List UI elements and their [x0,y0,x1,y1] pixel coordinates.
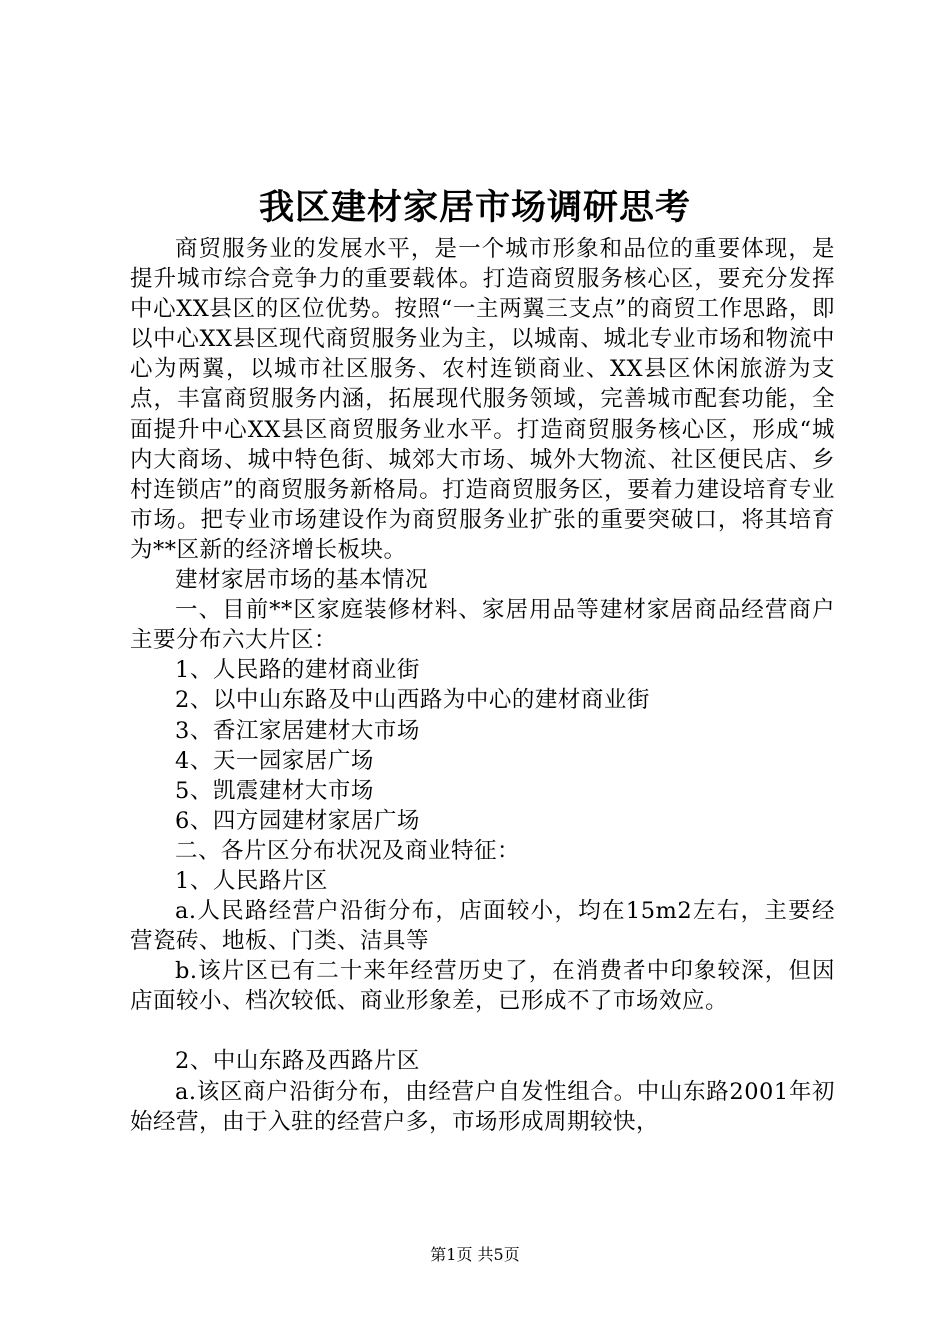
list-item-5: 5、凯震建材大市场 [175,777,374,804]
renmin-point-a: a.人民路经营户沿街分布，店面较小，均在15m2左右，主要经营瓷砖、地板、门类、洁具等 [130,898,835,955]
list-item-3: 3、香江家居建材大市场 [175,717,420,744]
intro-paragraph: 商贸服务业的发展水平，是一个城市形象和品位的重要体现，是提升城市综合竞争力的重要载体。打造商贸服务核心区，要充分发挥中心XX县区的区位优势。按照“一主两翼三支点”的商贸工作思路，即以中心XX县区现代商贸服务业为主，以城南、城北专业市场和物流中心为两翼，以城市社区服务、农村连锁商业、XX县区休闲旅游为支点，丰富商贸服务内涵，拓展现代服务领域，完善城市配套功能，全面提升中心XX县区商贸服务业水平。打造商贸服务核心区，形成“城内大商场、城中特色街、城郊大市场、城外大物流、社区便民店、乡村连锁店”的商贸服务新格局。打造商贸服务区，要着力建设培育专业市场。把专业市场建设作为商贸服务业扩张的重要突破口，将其培育为**区新的经济增长板块。 [130,236,835,563]
section-one-paragraph: 一、目前**区家庭装修材料、家居用品等建材家居商品经营商户主要分布六大片区： [130,597,835,654]
document-body [130,234,835,1137]
list-item-2: 2、以中山东路及中山西路为中心的建材商业街 [175,687,650,714]
document-title: 我区建材家居市场调研思考 [258,187,691,228]
zhongshan-point-a: a.该区商户沿街分布，由经营户自发性组合。中山东路2001年初始经营，由于入驻的经营户多，市场形成周期较快， [130,1078,835,1135]
subsection-zhongshan-road: 2、中山东路及西路片区 [175,1048,420,1075]
page-footer: 第1页 共5页 [430,1245,520,1264]
section-two-heading: 二、各片区分布状况及商业特征： [175,837,521,864]
list-item-6: 6、四方园建材家居广场 [175,807,420,834]
list-item-1: 1、人民路的建材商业街 [175,657,420,684]
subsection-renmin-road: 1、人民路片区 [175,867,328,894]
renmin-point-b: b.该片区已有二十来年经营历史了，在消费者中印象较深，但因店面较小、档次较低、商业形象差，已形成不了市场效应。 [130,958,835,1015]
list-item-4: 4、天一园家居广场 [175,747,374,774]
section-heading-basic-situation: 建材家居市场的基本情况 [175,567,429,594]
paragraph-gap [130,1016,835,1046]
